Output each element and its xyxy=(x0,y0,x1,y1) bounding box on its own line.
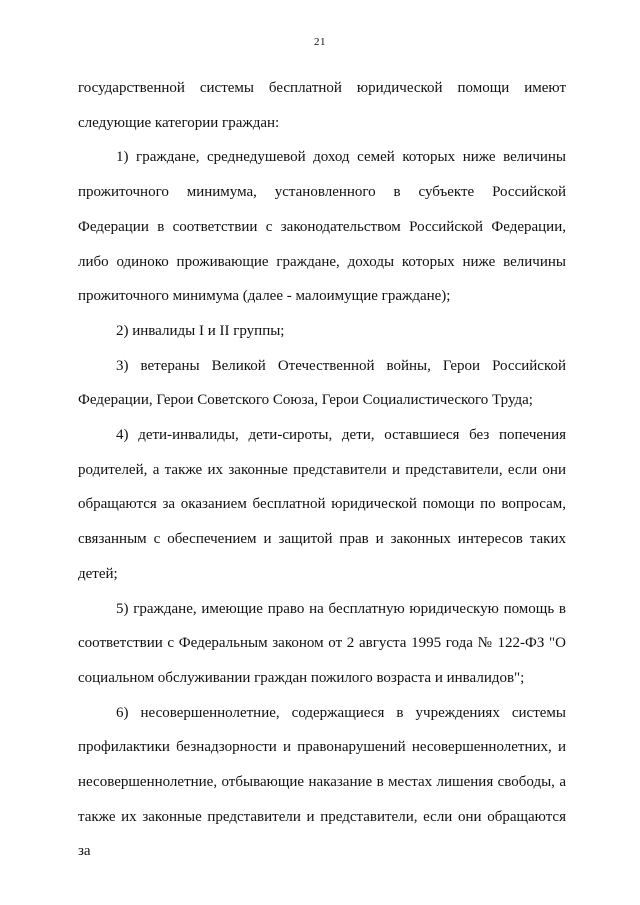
paragraph-continuation: государственной системы бесплатной юридической помощи имеют следующие категории граждан: xyxy=(78,80,566,131)
list-item-3: 3) ветераны Великой Отечественной войны, Герои Российской Федерации, Герои Советского Союза, Герои Социалистического Труда; xyxy=(78,357,566,409)
list-item-5: 5) граждане, имеющие право на бесплатную юридическую помощь в соответствии с Федеральным законом от 2 августа 1995 года № 122-ФЗ "О социальном обслуживании граждан пожилого возраста и инвалидов"; xyxy=(78,600,566,686)
list-item-6: 6) несовершеннолетние, содержащиеся в учреждениях системы профилактики безнадзорности и правонарушений несовершеннолетних, и несовершеннолетние, отбывающие наказание в местах лишения свободы, а также их законные представители и представители, если они обращаются за xyxy=(78,704,566,860)
list-item-4: 4) дети-инвалиды, дети-сироты, дети, оставшиеся без попечения родителей, а также их законные представители и представители, если они обращаются за оказанием бесплатной юридической помощи по вопросам, связанным с обеспечением и защитой прав и законных интересов таких детей; xyxy=(78,427,566,582)
list-item-1: 1) граждане, среднедушевой доход семей которых ниже величины прожиточного минимума, установленного в субъекте Российской Федерации в соответствии с законодательством Российской Федерации, либо одиноко проживающие граждане, доходы которых ниже величины прожиточного минимума (далее - малоимущие граждане); xyxy=(78,149,566,305)
document-body xyxy=(78,71,566,869)
page-number: 21 xyxy=(314,36,326,48)
list-item-2: 2) инвалиды I и II группы; xyxy=(116,322,285,339)
